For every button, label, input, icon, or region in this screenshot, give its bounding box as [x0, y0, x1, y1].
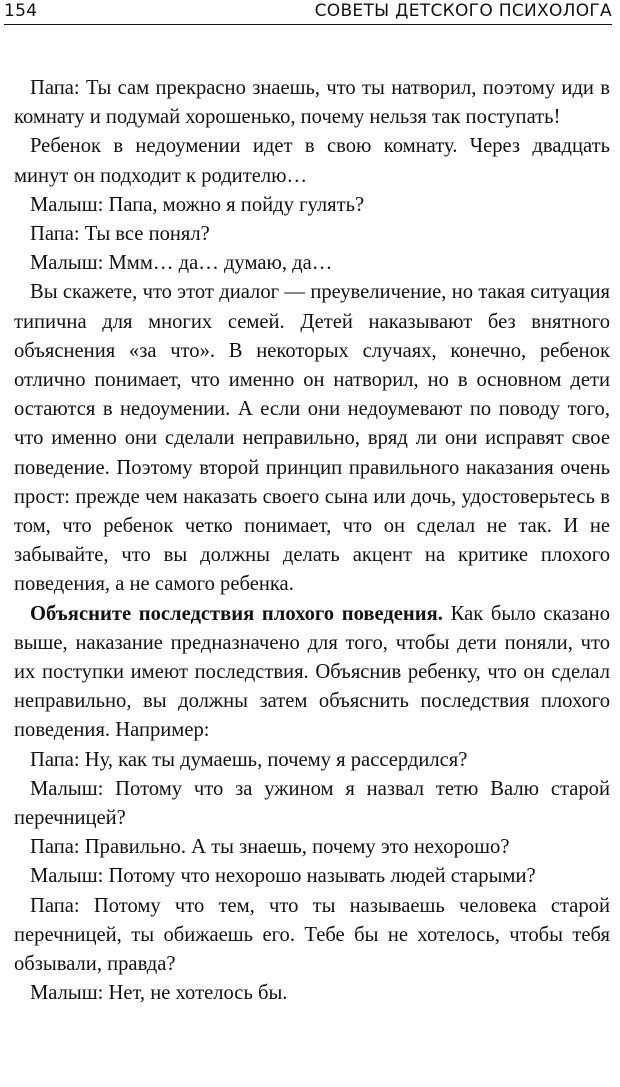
paragraph-9: Малыш: Потому что за ужином я назвал тетю Валю старой перечницей? [14, 777, 610, 830]
paragraph-8: Папа: Ну, как ты думаешь, почему я рассердился? [30, 748, 468, 771]
body-text [14, 74, 610, 1009]
paragraph-4: Папа: Ты все понял? [30, 223, 210, 246]
paragraph-6: Вы скажете, что этот диалог — преувеличение, но такая ситуация типична для многих семей. Детей наказывают без внятного объяснения «за что». В некоторых случаях, конечно, ребенок отлично понимает, что именно он натворил, но в основном дети остаются в недоумении. А если они недоумевают по поводу того, что именно они сделали неправильно, вряд ли они исправят свое поведение. Поэтому второй принцип правильного наказания очень прост: прежде чем наказать своего сына или дочь, удостоверьтесь в том, что ребенок четко понимает, что он сделал не так. И не забывайте, что вы должны делать акцент на критике плохого поведения, а не самого ребенка. [14, 281, 610, 596]
paragraph-1: Папа: Ты сам прекрасно знаешь, что ты натворил, поэтому иди в комнату и подумай хорошенько, почему нельзя так поступать! [14, 77, 610, 129]
paragraph-11: Малыш: Потому что нехорошо называть людей старыми? [30, 865, 536, 888]
paragraph-10: Папа: Правильно. А ты знаешь, почему это нехорошо? [30, 836, 510, 859]
paragraph-12: Папа: Потому что тем, что ты называешь человека старой перечницей, ты обижаешь его. Тебе бы не хотелось, чтобы тебя обзывали, правда? [14, 894, 610, 976]
paragraph-7-text: Как было сказано выше, наказание предназначено для того, чтобы дети поняли, что их поступки имеют последствия. Объяснив ребенку, что он сделал неправильно, вы должны затем объяснить последствия плохого поведения. Например: [14, 602, 610, 742]
paragraph-3: Малыш: Папа, можно я пойду гулять? [30, 193, 365, 216]
paragraph-13: Малыш: Нет, не хотелось бы. [30, 982, 288, 1005]
running-title: СОВЕТЫ ДЕТСКОГО ПСИХОЛОГА [314, 1, 612, 21]
paragraph-7 [14, 600, 610, 746]
paragraph-5: Малыш: Ммм… да… думаю, да… [30, 252, 333, 275]
paragraph-2: Ребенок в недоумении идет в свою комнату. Через двадцать минут он подходит к родителю… [14, 135, 610, 187]
paragraph-7-lead: Объясните последствия плохого поведения. [30, 602, 443, 625]
page-number: 154 [4, 1, 38, 21]
running-header [4, 0, 612, 25]
